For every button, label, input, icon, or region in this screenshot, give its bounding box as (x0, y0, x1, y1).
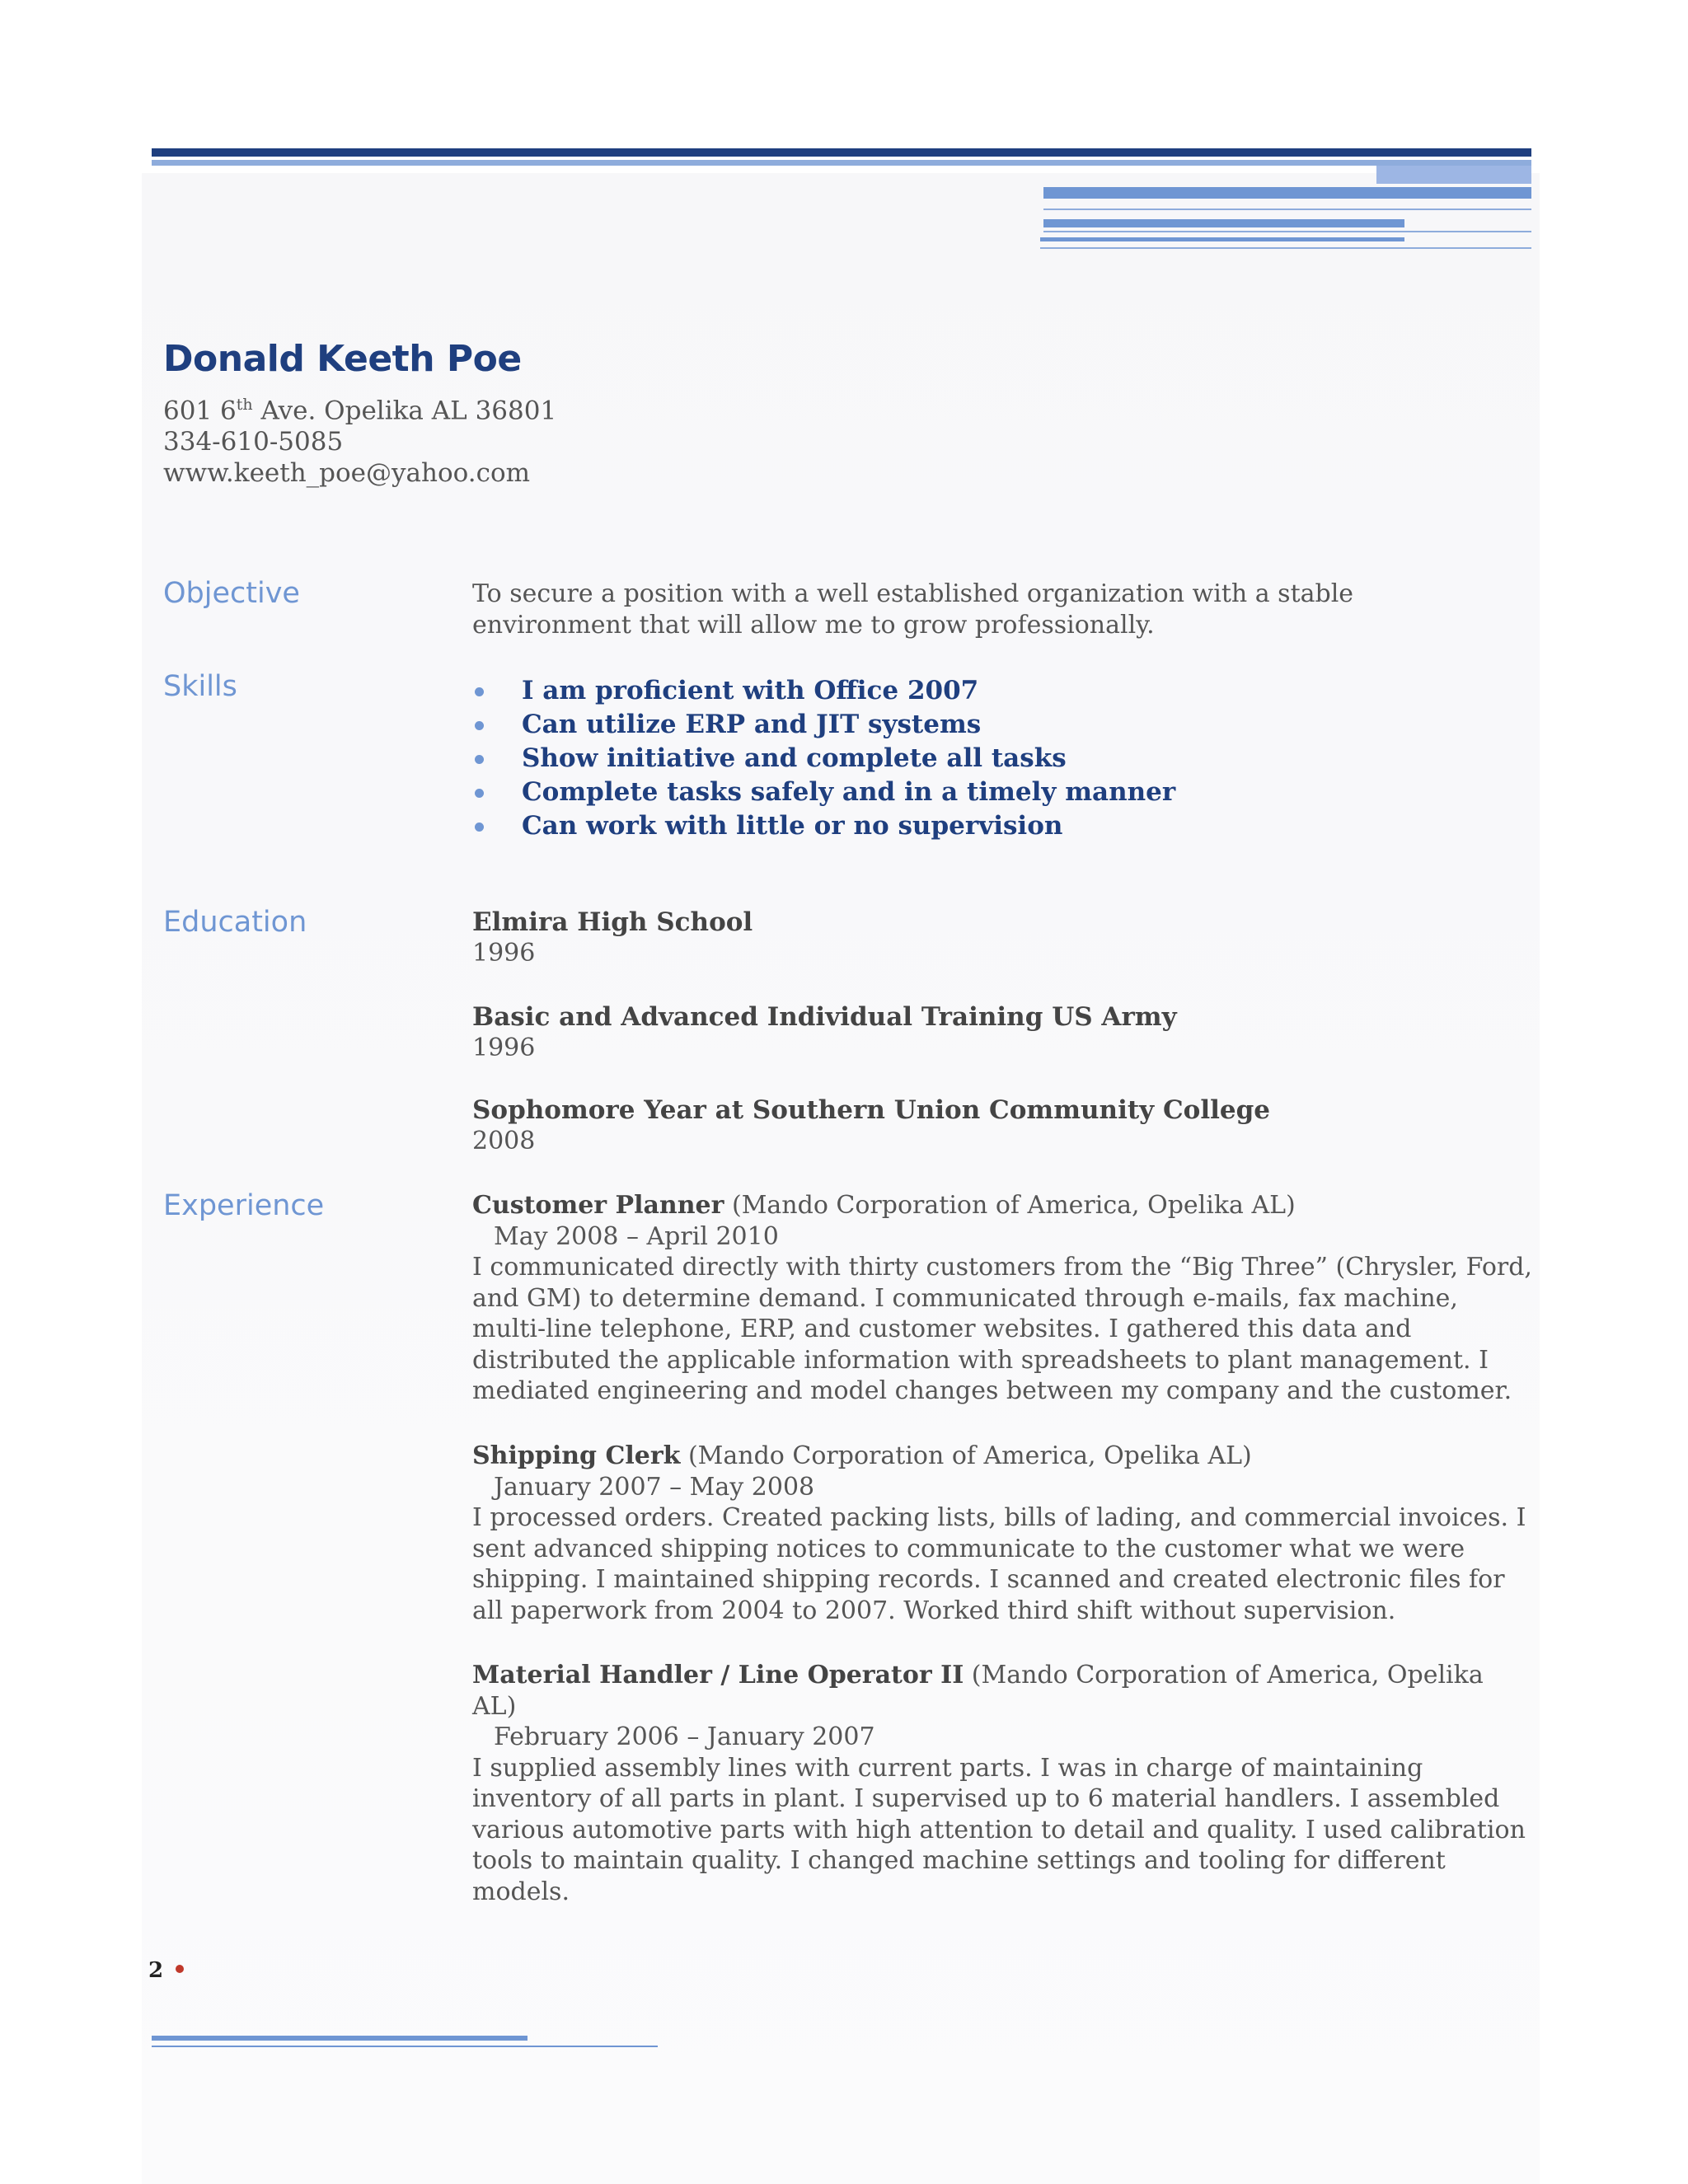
education-title: Elmira High School (472, 907, 753, 937)
job-entry (472, 1190, 1536, 1407)
job-company: (Mando Corporation of America, Opelika AL) (472, 1661, 1484, 1721)
job-title: Material Handler / Line Operator II (472, 1661, 964, 1690)
candidate-name: Donald Keeth Poe (163, 338, 522, 380)
skill-item: I am proficient with Office 2007 (472, 674, 1536, 708)
experience-label: Experience (163, 1189, 325, 1222)
job-title: Shipping Clerk (472, 1441, 681, 1470)
job-description: I communicated directly with thirty customers from the “Big Three” (Chrysler, Ford, and GM) to determine demand. I communicated through e-mails, fax machine, multi-line telephone, ERP, and customer websites. I gathered this data and distributed the applicable information with spreadsheets to plant management. I mediated engineering and model changes between my company and the customer. (472, 1253, 1532, 1405)
job-dates: January 2007 – May 2008 (494, 1472, 815, 1502)
job-dates: February 2006 – January 2007 (494, 1722, 875, 1751)
education-label: Education (163, 906, 307, 939)
education-entry (472, 1094, 1536, 1157)
job-entry (472, 1660, 1527, 1907)
objective-label: Objective (163, 577, 300, 610)
bullet-icon (475, 755, 484, 764)
objective-text: To secure a position with a well established organization with a stable environment that will allow me to grow professionally. (472, 579, 1354, 640)
job-company: (Mando Corporation of America, Opelika AL) (687, 1441, 1252, 1470)
education-year: 2008 (472, 1127, 536, 1155)
website: www.keeth_poe@yahoo.com (163, 458, 531, 489)
education-entry (472, 907, 1536, 969)
job-header (472, 1441, 1536, 1472)
bullet-icon (475, 789, 484, 798)
bullet-icon (475, 823, 484, 832)
skill-item: Can work with little or no supervision (472, 809, 1536, 843)
address: 601 6th Ave. Opelika AL 36801 (163, 396, 557, 426)
skill-item: Complete tasks safely and in a timely manner (472, 776, 1536, 809)
contact-block (163, 389, 556, 489)
skill-item: Can utilize ERP and JIT systems (472, 708, 1536, 742)
education-entry (472, 1001, 1536, 1064)
job-description: I supplied assembly lines with current parts. I was in charge of maintaining inventory of all parts in plant. I supervised up to 6 material handlers. I assembled various automotive parts with high attention to detail and quality. I used calibration tools to maintain quality. I changed machine settings and tooling for different models. (472, 1753, 1526, 1906)
job-dates: May 2008 – April 2010 (494, 1221, 779, 1251)
job-title: Customer Planner (472, 1191, 724, 1220)
skill-item: Show initiative and complete all tasks (472, 742, 1536, 776)
education-title: Basic and Advanced Individual Training US Army (472, 1002, 1177, 1032)
phone: 334-610-5085 (163, 427, 344, 457)
job-header (472, 1190, 1536, 1221)
page-number: 2 (148, 1958, 164, 1983)
job-entry (472, 1441, 1536, 1626)
education-year: 1996 (472, 1033, 536, 1062)
red-dot-icon (176, 1965, 184, 1973)
bullet-icon (475, 721, 484, 730)
job-description: I processed orders. Created packing lists, bills of lading, and commercial invoices. I sent advanced shipping notices to communicate to the customer what we were shipping. I maintained shipping records. I scanned and created electronic files for all paperwork from 2004 to 2007. Worked third shift without supervision. (472, 1503, 1526, 1625)
job-company: (Mando Corporation of America, Opelika AL) (731, 1191, 1296, 1220)
skills-label: Skills (163, 670, 237, 703)
education-title: Sophomore Year at Southern Union Community College (472, 1095, 1271, 1125)
job-header (472, 1660, 1527, 1722)
education-year: 1996 (472, 939, 536, 968)
bullet-icon (475, 687, 484, 696)
skills-list (472, 674, 1536, 843)
